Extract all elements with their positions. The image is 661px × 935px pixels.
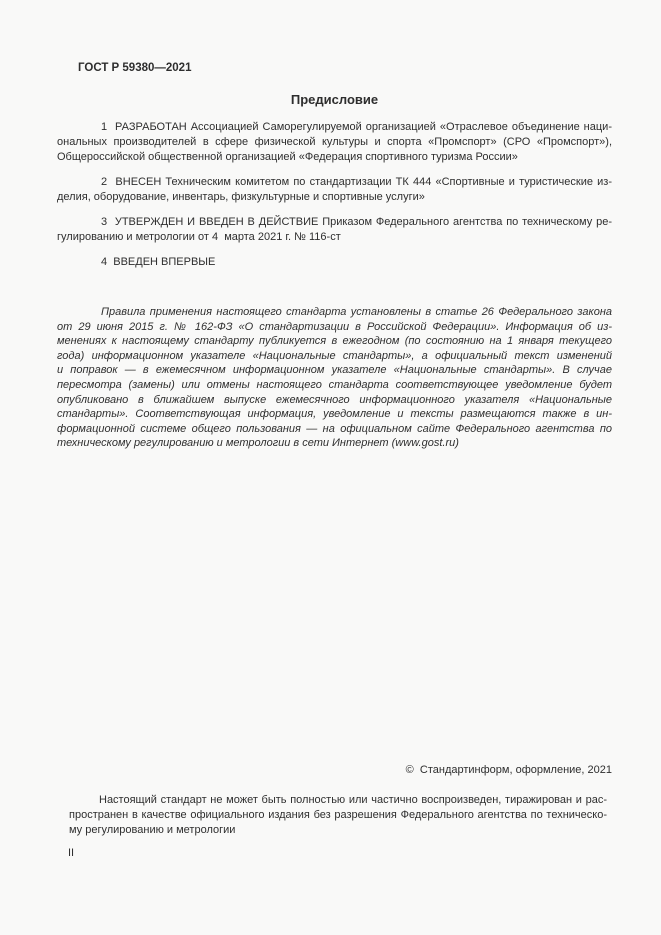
reproduction-restriction-notice: Настоящий стандарт не может быть полностью или частично воспроизведен, тиражирован и рас- пространен в качестве официального издания без разрешения Федерального агентства по техническо- му регулированию и метрологии	[69, 794, 607, 836]
running-header: ГОСТ Р 59380—2021	[78, 62, 192, 74]
foreword-paragraph-4: 4 ВВЕДЕН ВПЕРВЫЕ	[101, 256, 216, 268]
page-number: II	[68, 847, 75, 859]
foreword-paragraph-2: 2 ВНЕСЕН Техническим комитетом по стандартизации ТК 444 «Спортивные и туристические из- делия, оборудование, инвентарь, физкультурные и спортивные услуги»	[57, 176, 612, 203]
foreword-paragraph-3: 3 УТВЕРЖДЕН И ВВЕДЕН В ДЕЙСТВИЕ Приказом Федерального агентства по техническому ре- гулированию и метрологии от 4 марта 2021 г. № 116-ст	[57, 216, 612, 243]
application-rules-notice: Правила применения настоящего стандарта установлены в статье 26 Федерального закона от 29 июня 2015 г. № 162-ФЗ «О стандартизации в Российской Федерации». Информация об из- менениях к настоящему стандарту публикуется в ежегодном (по состоянию на 1 января текущего года) информационном указателе «Национальные стандарты», а официальный текст изменений и поправок — в ежемесячном информационном указателе «Национальные стандарты». В случае пересмотра (замены) или отмены настоящего стандарта соответствующее уведомление будет опубликовано в ближайшем выпуске ежемесячного информационного указателя «Национальные стандарты». Соответствующая информация, уведомление и тексты размещаются также в ин- формационной системе общего пользования — на официальном сайте Федерального агентства по техническому регулированию и метрологии в сети Интернет (www.gost.ru)	[57, 306, 612, 450]
foreword-section	[57, 92, 612, 451]
foreword-paragraph-1: 1 РАЗРАБОТАН Ассоциацией Саморегулируемой организацией «Отраслевое объединение наци- ональных производителей в сфере физической культуры и спорта «Промспорт» (СРО «Промспорт»), Общероссийской общественной организацией «Федерация спортивного туризма России»	[57, 121, 612, 163]
section-title: Предисловие	[290, 92, 379, 107]
copyright-line: © Стандартинформ, оформление, 2021	[405, 764, 612, 776]
